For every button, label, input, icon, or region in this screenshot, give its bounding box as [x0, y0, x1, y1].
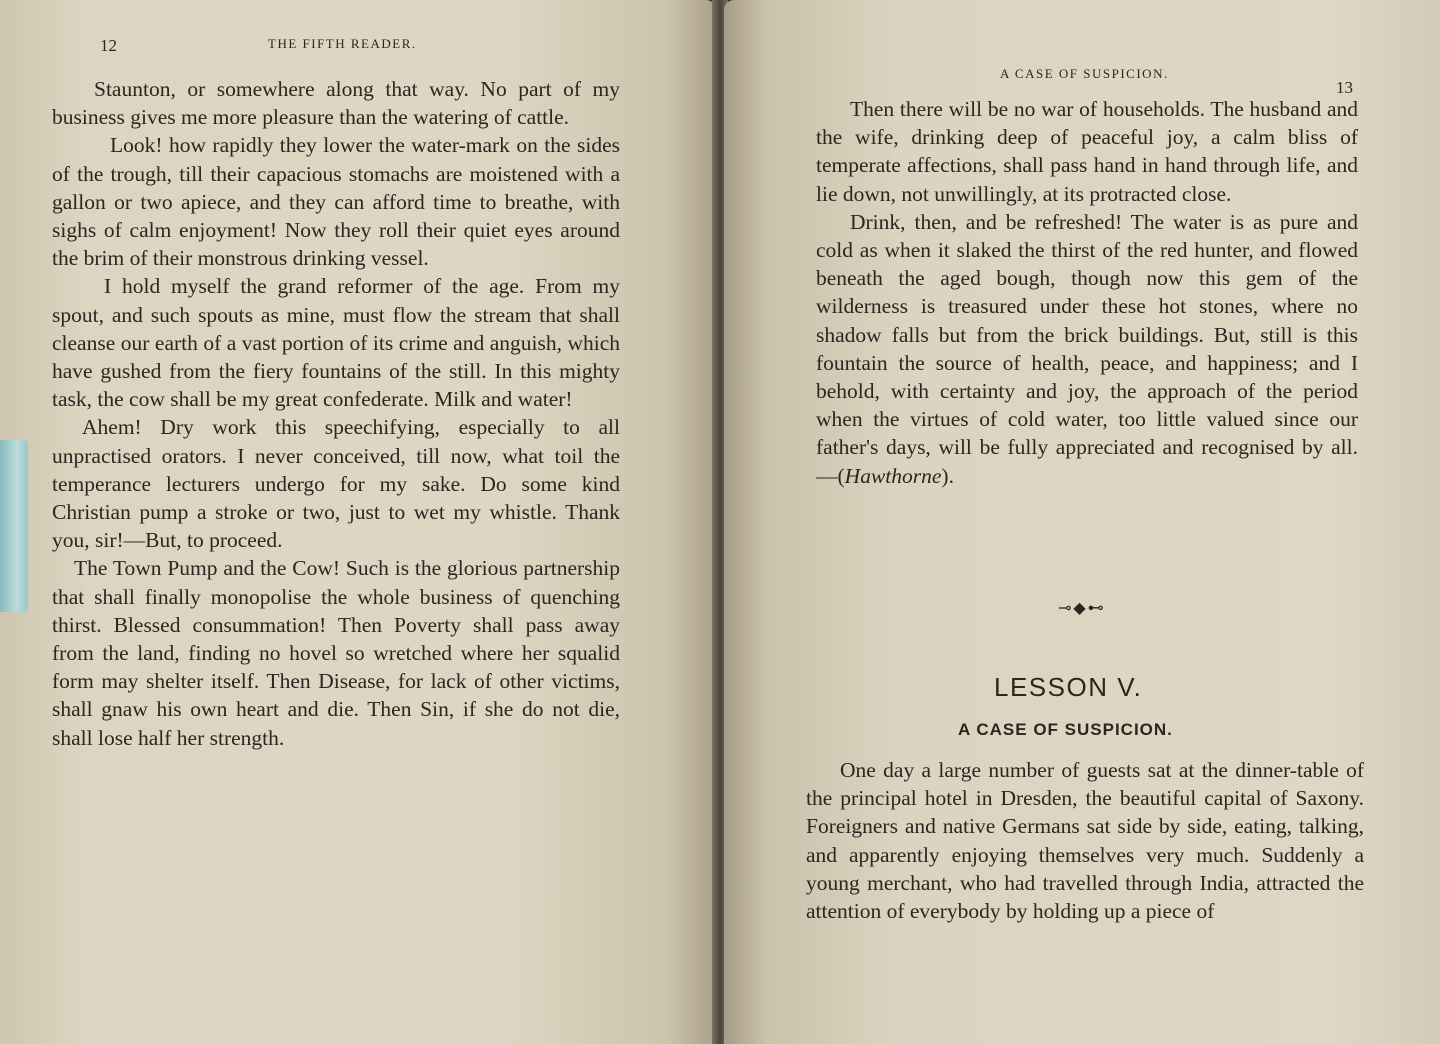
- lesson-body: [806, 756, 1364, 925]
- paragraph: I hold myself the grand reformer of the age. From my spout, and such spouts as mine, must flow the stream that shall cleanse our earth of a vast portion of its crime and anguish, which have gushed from the fiery fountains of the still. In this mighty task, the cow shall be my great confederate. Milk and water!: [52, 274, 620, 412]
- section-ornament: ⊸◆⊷: [1058, 598, 1106, 617]
- paragraph: Then there will be no war of households. The husband and the wife, drinking deep of peaceful joy, a calm bliss of temperate affections, shall pass hand in hand through life, and lie down, not unwillingly, at its protracted close.: [816, 97, 1358, 206]
- right-page-body: [816, 95, 1358, 490]
- paragraph: [816, 208, 1358, 490]
- paragraph: Look! how rapidly they lower the water-mark on the sides of the trough, till their capacious stomachs are moistened with a gallon or two apiece, and they can afford time to breathe, with sighs of calm enjoyment! Now they roll their quiet eyes around the brim of their monstrous drinking vessel.: [52, 133, 620, 271]
- page-number-right: 13: [1336, 78, 1353, 97]
- paragraph-text: Drink, then, and be refreshed! The water is as pure and cold as when it slaked the thirst of the red hunter, and flowed beneath the aged bough, though now this gem of the wilderness is treasured under these hot stones, where no shadow falls but from the brick buildings. But, still is this fountain the source of health, peace, and happiness; and I behold, with certainty and joy, the approach of the period when the virtues of cold water, too little valued since our father's days, will be fully appreciated and recognised by all.—(: [816, 209, 1358, 488]
- right-page: [724, 0, 1440, 1044]
- paragraph: One day a large number of guests sat at the dinner-table of the principal hotel in Dresden, the beautiful capital of Saxony. Foreigners and native Germans sat side by side, eating, talking, and apparently enjoying themselves very much. Suddenly a young merchant, who had travelled through India, attracted the attention of everybody by holding up a piece of: [806, 758, 1364, 924]
- author-name: Hawthorne: [844, 463, 942, 488]
- bookmark-tab: [0, 440, 28, 612]
- paragraph: The Town Pump and the Cow! Such is the glorious partnership that shall finally monopolise the whole business of quenching thirst. Blessed consummation! Then Poverty shall pass away from the land, finding no hovel so wretched where her squalid form may shelter itself. Then Disease, for lack of other victims, shall gnaw his own heart and die. Then Sin, if she do not die, shall lose half her strength.: [52, 556, 620, 750]
- running-head-right: A CASE OF SUSPICION.: [1000, 66, 1169, 81]
- lesson-title: LESSON V.: [994, 672, 1143, 702]
- lesson-subtitle: A CASE OF SUSPICION.: [958, 720, 1173, 739]
- page-number-left: 12: [100, 36, 117, 55]
- paragraph-end: ).: [941, 463, 954, 488]
- left-page: [0, 0, 716, 1044]
- paragraph: Staunton, or somewhere along that way. No part of my business gives me more pleasure than the watering of cattle.: [52, 77, 620, 130]
- paragraph: Ahem! Dry work this speechifying, especially to all unpractised orators. I never conceived, till now, what toil the temperance lecturers undergo for my sake. Do some kind Christian pump a stroke or two, just to wet my whistle. Thank you, sir!—But, to proceed.: [52, 415, 620, 553]
- running-head-left: THE FIFTH READER.: [268, 36, 417, 51]
- left-page-body: [52, 75, 620, 752]
